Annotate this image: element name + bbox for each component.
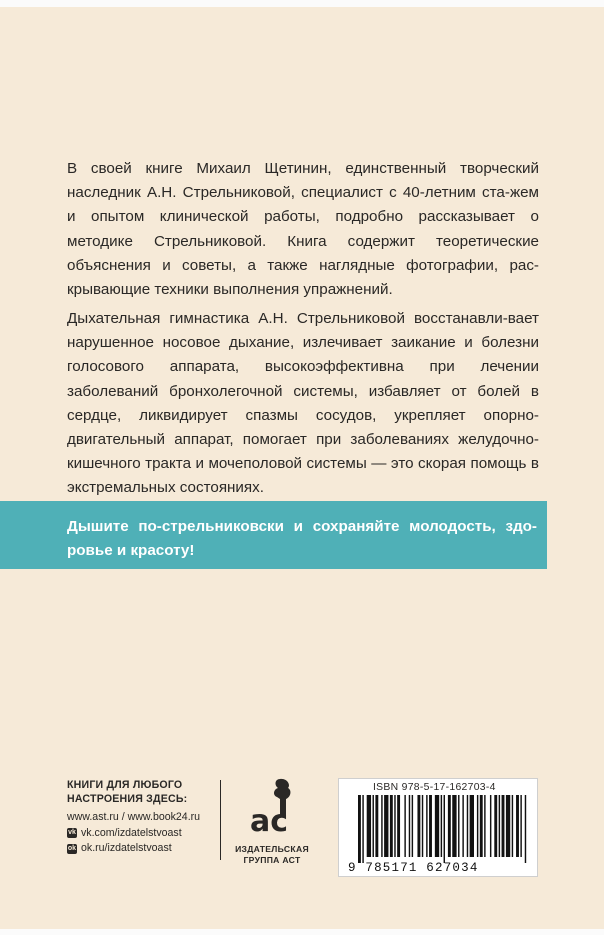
barcode-bar	[390, 795, 393, 857]
ast-logo-icon	[242, 775, 302, 837]
ok-icon: ok	[67, 844, 77, 852]
barcode-bar	[499, 795, 500, 857]
barcode-bar	[409, 795, 410, 857]
barcode-digits: 9 785171 627034	[348, 861, 479, 873]
vk-link[interactable]	[67, 826, 227, 842]
barcode-bar	[512, 795, 513, 857]
footer-divider	[220, 780, 221, 860]
barcode-bar	[412, 795, 413, 857]
barcode-bar	[422, 795, 423, 857]
barcode-bar	[444, 795, 445, 863]
footer-heading: КНИГИ ДЛЯ ЛЮБОГО НАСТРОЕНИЯ ЗДЕСЬ:	[67, 779, 188, 805]
websites-text: www.ast.ru / www.book24.ru	[67, 811, 201, 823]
barcode-bar	[494, 795, 497, 857]
barcode-bar	[480, 795, 483, 857]
websites-link[interactable]	[67, 810, 227, 826]
logo-letters: ас	[250, 804, 289, 837]
top-edge	[0, 0, 604, 7]
vk-icon: vk	[68, 829, 76, 837]
barcode-bar	[435, 795, 439, 857]
barcode-bar	[373, 795, 374, 857]
barcode-graphic	[346, 795, 532, 873]
highlight-text: Дышите по-стрельниковски и сохраняйте молодость, здо-ровье и красоту!	[67, 518, 537, 559]
barcode-bar	[462, 795, 463, 857]
description-paragraph-2: Дыхательная гимнастика А.Н. Стрельниковой восстанавли-вает нарушенное носовое дыхание, излечивает заикание и болезни голосового аппарата, высокоэффективна при лечении заболеваний бронхолегочной системы, избавляет от болей в сердце, ликвидирует спазмы сосудов, укрепляет опорно-двигательный аппарат, помогает при заболеваниях желудочно-кишечного тракта и мочеполовой системы — это скорая помощь в экстремальных состояниях.	[67, 310, 539, 497]
barcode-bar	[452, 795, 456, 857]
barcode-bar	[470, 795, 474, 857]
vk-text: vk.com/izdatelstvoast	[81, 826, 182, 839]
barcode-bar	[397, 795, 400, 857]
barcode-bar	[490, 795, 491, 857]
barcode-bar	[358, 795, 361, 863]
publisher-logo	[232, 775, 312, 866]
publisher-caption: ИЗДАТЕЛЬСКАЯ ГРУППА АСТ	[235, 844, 309, 865]
barcode-bar	[502, 795, 505, 857]
barcode-bar	[467, 795, 468, 857]
barcode-bar	[506, 795, 510, 857]
barcode-bar	[367, 795, 371, 857]
isbn-label: ISBN 978-5-17-162703-4	[373, 782, 496, 793]
barcode-bar	[484, 795, 485, 857]
bottom-edge	[0, 929, 604, 935]
barcode-bar	[477, 795, 478, 857]
barcode-bar	[381, 795, 382, 857]
barcode-bar	[384, 795, 388, 857]
barcode-bar	[362, 795, 363, 863]
barcode-bar	[429, 795, 432, 857]
barcode-bar	[426, 795, 427, 857]
barcode-bar	[516, 795, 519, 857]
barcode-bar	[417, 795, 420, 857]
barcode-bar	[375, 795, 378, 857]
barcode-bar	[441, 795, 442, 857]
barcode-bar	[404, 795, 405, 857]
description-paragraph-1: В своей книге Михаил Щетинин, единственный творческий наследник А.Н. Стрельниковой, специалист с 40-летним ста-жем и опытом клинической работы, подробно рассказывает о методике Стрельниковой. Книга содержит теоретические объяснения и советы, а также наглядные фотографии, рас-крывающие техники выполнения упражнений.	[67, 160, 539, 299]
barcode-bar	[394, 795, 395, 857]
barcode-bar	[520, 795, 521, 857]
footer-links	[67, 778, 227, 857]
isbn-barcode	[338, 778, 538, 877]
ok-link[interactable]	[67, 841, 227, 857]
barcode-bar	[525, 795, 526, 863]
barcode-bar	[458, 795, 459, 857]
barcode-bar	[448, 795, 451, 857]
ok-text: ok.ru/izdatelstvoast	[81, 842, 172, 854]
